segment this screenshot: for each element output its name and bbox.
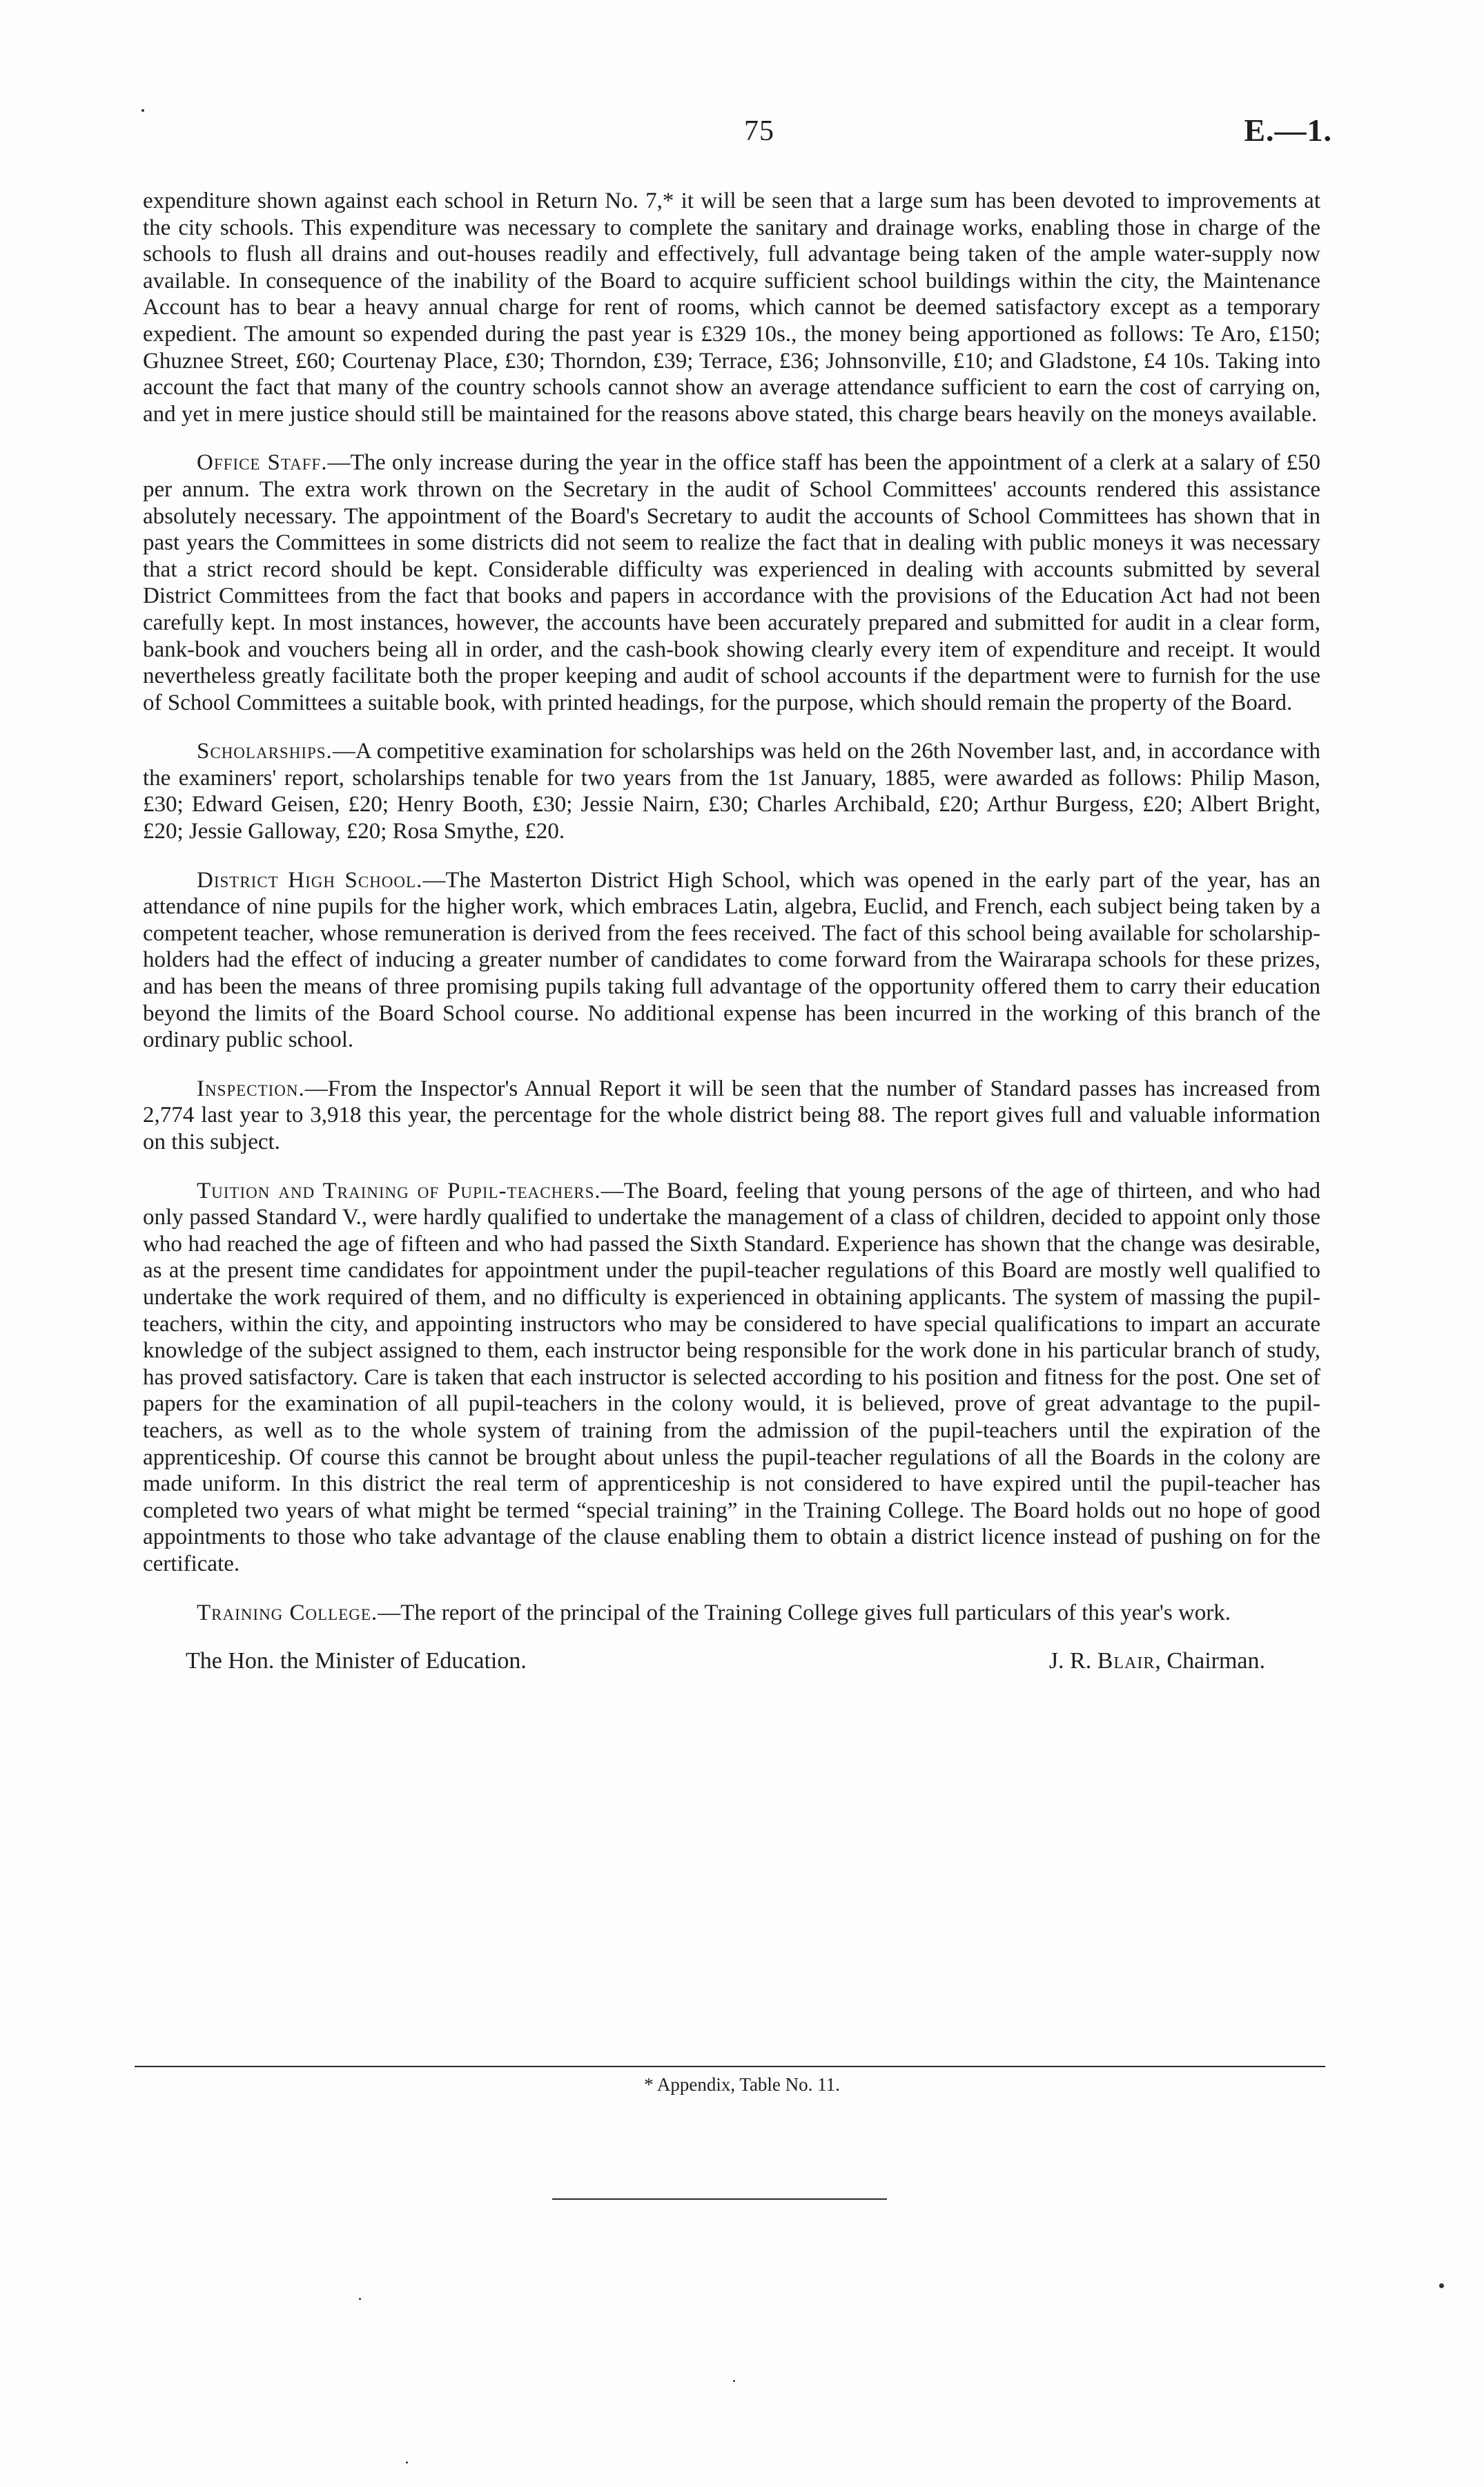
- footnote: * Appendix, Table No. 11.: [644, 2074, 840, 2095]
- paragraph-pupil-teachers: [143, 1178, 1320, 1578]
- footnote-divider: [135, 2066, 1325, 2067]
- section-heading-training-college: Training College.: [197, 1600, 378, 1625]
- paragraph-text: —From the Inspector's Annual Report it will be seen that the number of Standard passes has increased from 2,774 last year to 3,918 this year, the percentage for the whole district being 88. The report gives full and valuable information on this subject.: [143, 1076, 1320, 1154]
- paragraph-text: —A competitive examination for scholarships was held on the 26th November last, and, in accordance with the examiners' report, scholarships tenable for two years from the 1st January, 1885, were awarded as follows: Philip Mason, £30; Edward Geisen, £20; Henry Booth, £30; Jessie Nairn, £30; Charles Archibald, £20; Arthur Burgess, £20; Albert Bright, £20; Jessie Galloway, £20; Rosa Smythe, £20.: [143, 739, 1320, 844]
- paragraph-text: expenditure shown against each school in Return No. 7,* it will be seen that a large sum has been devoted to improvements at the city schools. This expenditure was necessary to complete the sanitary and drainage works, enabling those in charge of the schools to flush all drains and out-houses readily and effectively, full advantage being taken of the ample water-supply now available. In consequence of the inability of the Board to acquire sufficient school buildings within the city, the Maintenance Account has to bear a heavy annual charge for rent of rooms, which cannot be deemed satisfactory except as a temporary expedient. The amount so expended during the past year is £329 10s., the money being apportioned as follows: Te Aro, £150; Ghuznee Street, £60; Courtenay Place, £30; Thorndon, £39; Terrace, £36; Johnsonville, £10; and Gladstone, £4 10s. Taking into account the fact that many of the country schools cannot show an average attendance sufficient to earn the cost of carrying on, and yet in mere justice should still be maintained for the reasons above stated, this charge bears heavily on the moneys available.: [143, 188, 1320, 427]
- paragraph-training-college: [143, 1600, 1320, 1627]
- signatory: [1049, 1648, 1265, 1674]
- paragraph-expenditure: [143, 188, 1320, 427]
- paragraph-text: —The report of the principal of the Training College gives full particulars of this year's work.: [378, 1600, 1231, 1625]
- section-heading-office-staff: Office Staff.: [197, 450, 328, 476]
- section-heading-pupil-teachers: Tuition and Training of Pupil-teachers.: [197, 1178, 601, 1203]
- scan-speck: [141, 109, 144, 112]
- scan-speck: [733, 2380, 735, 2382]
- section-heading-inspection: Inspection.: [197, 1076, 305, 1101]
- paragraph-text: —The only increase during the year in the office staff has been the appointment of a clerk at a salary of £50 per annum. The extra work thrown on the Secretary in the audit of School Committees' accounts rendered this assistance absolutely necessary. The appointment of the Board's Secretary to audit the accounts of School Committees has shown that in past years the Committees in some districts did not seem to realize the fact that in dealing with public moneys it was necessary that a strict record should be kept. Considerable difficulty was experienced in dealing with accounts submitted by several District Committees from the fact that books and papers in accordance with the provisions of the Education Act had not been carefully kept. In most instances, however, the accounts have been accurately prepared and submitted for audit in a clear form, bank-book and vouchers being all in order, and the cash-book showing clearly every item of expenditure and receipt. It would nevertheless greatly facilitate both the proper keeping and audit of school accounts if the department were to furnish for the use of School Committees a suitable book, with printed headings, for the purpose, which should remain the property of the Board.: [143, 450, 1320, 715]
- scan-speck: [406, 2461, 408, 2464]
- paragraph-office-staff: [143, 449, 1320, 716]
- document-code: E.—1.: [1244, 113, 1332, 148]
- scan-speck: [359, 2298, 361, 2300]
- addressee: The Hon. the Minister of Education.: [186, 1648, 527, 1674]
- section-heading-scholarships: Scholarships.: [197, 739, 333, 764]
- end-rule: [552, 2198, 887, 2200]
- paragraph-text: —The Masterton District High School, which was opened in the early part of the year, has an attendance of nine pupils for the higher work, which embraces Latin, algebra, Euclid, and French, each subject being taken by a competent teacher, whose remuneration is derived from the fees received. The fact of this school being available for scholarship-holders had the effect of inducing a greater number of candidates to come forward from the Wairarapa schools for these prizes, and has been the means of three promising pupils taking full advantage of the opportunity offered them to carry their education beyond the limits of the Board School course. No additional expense has been incurred in the working of this branch of the ordinary public school.: [143, 867, 1320, 1053]
- signatory-title: , Chairman.: [1155, 1648, 1265, 1674]
- body-text: [143, 188, 1320, 1681]
- signatory-initials: J. R.: [1048, 1648, 1097, 1674]
- section-heading-district-high-school: District High School.: [197, 867, 423, 893]
- paragraph-text: —The Board, feeling that young persons of the age of thirteen, and who had only passed Standard V., were hardly qualified to undertake the management of a class of children, decided to appoint only those who had reached the age of fifteen and who had passed the Sixth Standard. Experience has shown that the change was desirable, as at the present time candidates for appointment under the pupil-teacher regulations of this Board are mostly well qualified to undertake the work required of them, and no difficulty is experienced in obtaining applicants. The system of massing the pupil-teachers, within the city, and appointing instructors who may be considered to have special qualifications to impart an accurate knowledge of the subject assigned to them, each instructor being responsible for the work done in his particular branch of study, has proved satisfactory. Care is taken that each instructor is selected according to his position and fitness for the post. One set of papers for the examination of all pupil-teachers in the colony would, it is believed, prove of great advantage to the pupil-teachers, as well as to the whole system of training from the admission of the pupil-teachers until the expiration of the apprenticeship. Of course this cannot be brought about unless the pupil-teacher regulations of all the Boards in the colony are made uniform. In this district the real term of apprenticeship is not considered to have expired until the pupil-teacher has completed two years of what might be termed “special training” in the Training College. The Board holds out no hope of good appointments to those who take advantage of the clause enabling them to obtain a district licence instead of pushing on for the certificate.: [143, 1178, 1320, 1576]
- scan-speck: [1439, 2283, 1444, 2288]
- signature-block: [143, 1648, 1320, 1681]
- paragraph-scholarships: [143, 738, 1320, 844]
- signatory-name: Blair: [1097, 1648, 1155, 1674]
- paragraph-inspection: [143, 1076, 1320, 1156]
- page-number: 75: [744, 115, 774, 147]
- paragraph-district-high-school: [143, 867, 1320, 1054]
